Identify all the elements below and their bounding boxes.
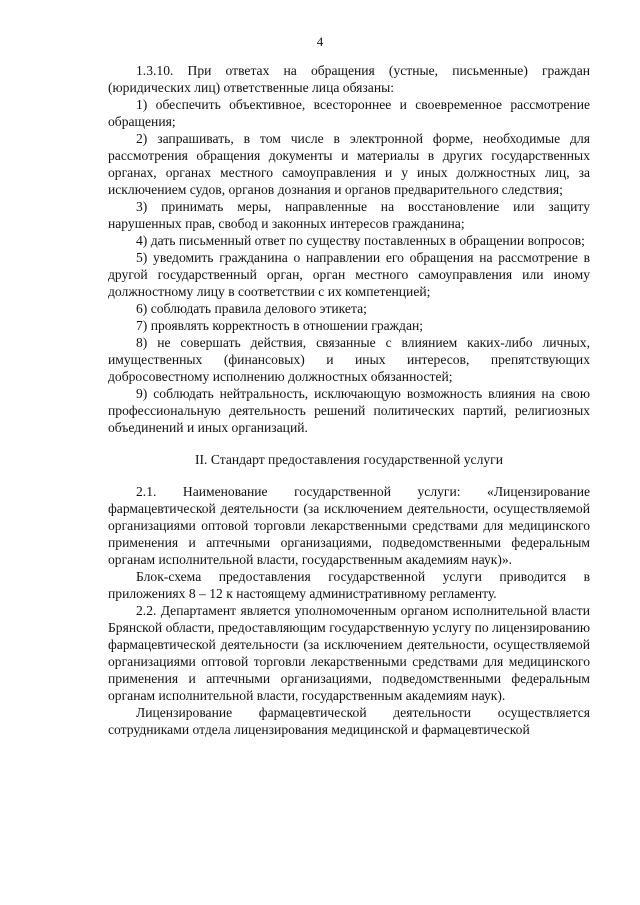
paragraph: 4) дать письменный ответ по существу поставленных в обращении вопросов; [136, 233, 585, 248]
body-text [108, 62, 590, 738]
section-heading: II. Стандарт предоставления государственной услуги [194, 452, 503, 467]
paragraph: 6) соблюдать правила делового этикета; [136, 301, 367, 316]
paragraph: 3) принимать меры, направленные на восстановление или защиту нарушенных прав, свобод и законных интересов гражданина; [108, 199, 590, 231]
paragraph: 5) уведомить гражданина о направлении его обращения на рассмотрение в другой государственный орган, орган местного самоуправления или иному должностному лицу в соответствии с их компетенцией; [108, 250, 590, 299]
paragraph: 2.1. Наименование государственной услуги: «Лицензирование фармацевтической деятельности (за исключением деятельности, осуществляемой организациями оптовой торговли лекарственными средствами для медицинского применения и аптечными организациями, подведомственными федеральным органам исполнительной власти, государственным академиям наук)». [108, 484, 590, 567]
paragraph: 2.2. Департамент является уполномоченным органом исполнительной власти Брянской области, предоставляющим государственную услугу по лицензированию фармацевтической деятельности (за исключением деятельности, осуществляемой организациями оптовой торговли лекарственными средствами для медицинского применения и аптечными организациями, подведомственными федеральным органам исполнительной власти, государственным академиям наук). [108, 603, 590, 703]
page-number: 4 [316, 34, 324, 49]
paragraph: 9) соблюдать нейтральность, исключающую возможность влияния на свою профессиональную деятельность решений политических партий, религиозных объединений и иных организаций. [108, 386, 590, 435]
paragraph: 1.3.10. При ответах на обращения (устные, письменные) граждан (юридических лиц) ответственные лица обязаны: [108, 63, 590, 95]
paragraph: Блок-схема предоставления государственной услуги приводится в приложениях 8 – 12 к настоящему административному регламенту. [108, 569, 590, 601]
paragraph: 1) обеспечить объективное, всестороннее и своевременное рассмотрение обращения; [108, 97, 590, 129]
paragraph: Лицензирование фармацевтической деятельности осуществляется сотрудниками отдела лицензирования медицинской и фармацевтической [108, 705, 590, 737]
paragraph: 8) не совершать действия, связанные с влиянием каких-либо личных, имущественных (финансовых) и иных интересов, препятствующих добросовестному исполнению должностных обязанностей; [108, 335, 590, 384]
paragraph: 7) проявлять корректность в отношении граждан; [136, 318, 424, 333]
paragraph: 2) запрашивать, в том числе в электронной форме, необходимые для рассмотрения обращения документы и материалы в других государственных органах, органах местного самоуправления и у иных должностных лиц, за исключением судов, органов дознания и органов предварительного следствия; [108, 131, 590, 197]
